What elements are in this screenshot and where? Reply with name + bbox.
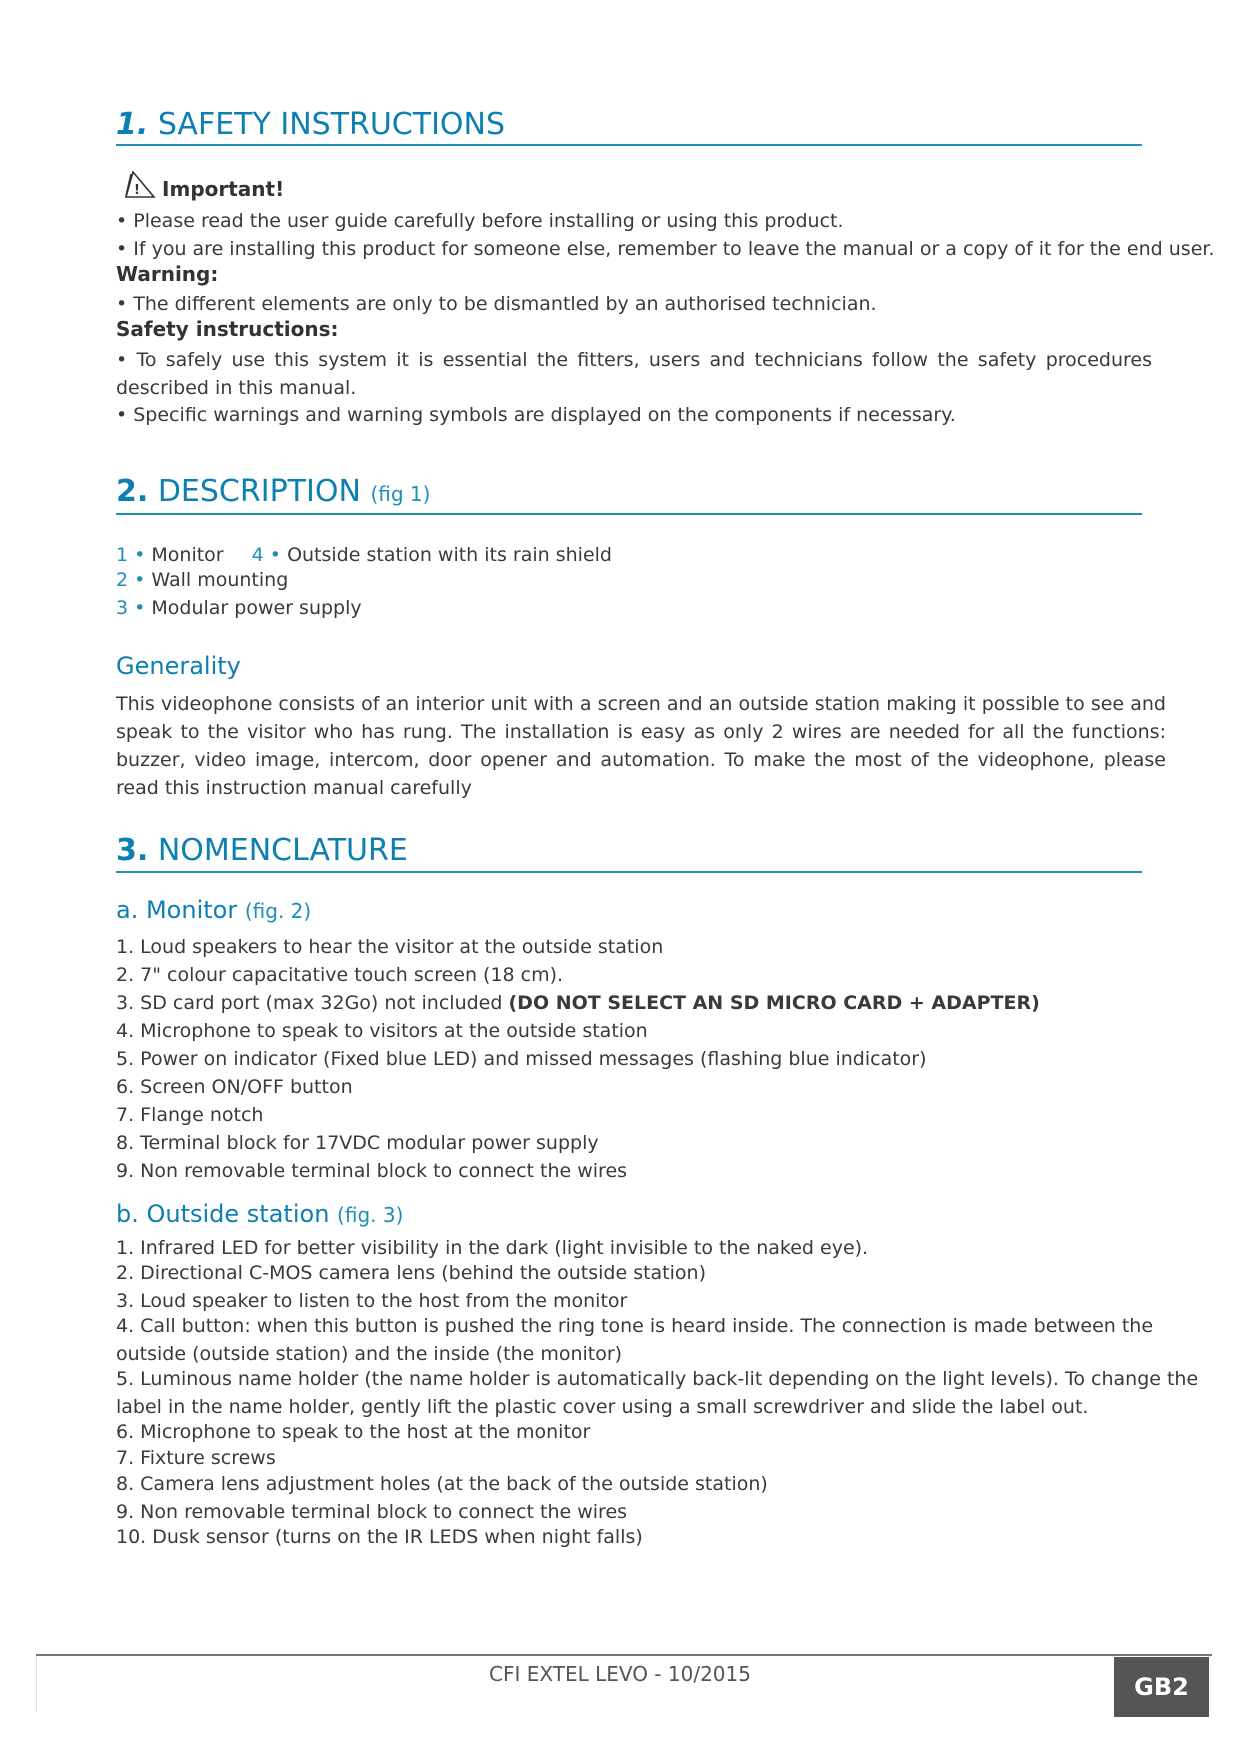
section-1-title: 1. SAFETY INSTRUCTIONS xyxy=(116,107,506,142)
outside-station-subtitle: b. Outside station (fig. 3) xyxy=(116,1200,404,1228)
outside-item-3: 3. Loud speaker to listen to the host from the monitor xyxy=(116,1290,628,1312)
monitor-item-7: 7. Flange notch xyxy=(116,1104,264,1126)
warning-label: Warning: xyxy=(116,262,219,286)
outside-item-8: 8. Camera lens adjustment holes (at the back of the outside station) xyxy=(116,1473,768,1495)
monitor-subtitle: a. Monitor (fig. 2) xyxy=(116,896,312,924)
footer-side-rule xyxy=(36,1656,37,1712)
section-1-header xyxy=(116,107,1142,146)
outside-item-1: 1. Infrared LED for better visibility in the dark (light invisible to the naked eye). xyxy=(116,1237,869,1259)
safety-item-2: • Specific warnings and warning symbols are displayed on the components if necessary. xyxy=(116,404,956,426)
outside-item-5: 5. Luminous name holder (the name holder is automatically back-lit depending on the light levels). To change the xyxy=(116,1368,1199,1390)
description-item-1: 1 • Monitor 4 • Outside station with its rain shield xyxy=(116,544,612,566)
footer-text: CFI EXTEL LEVO - 10/2015 xyxy=(489,1662,751,1686)
monitor-item-1: 1. Loud speakers to hear the visitor at the outside station xyxy=(116,936,664,958)
section-2-header xyxy=(116,474,1142,515)
outside-item-10: 10. Dusk sensor (turns on the IR LEDS when night falls) xyxy=(116,1526,643,1548)
description-item-2: 2 • Wall mounting xyxy=(116,569,289,591)
description-item-3: 3 • Modular power supply xyxy=(116,597,362,619)
monitor-item-3: 3. SD card port (max 32Go) not included (DO NOT SELECT AN SD MICRO CARD + ADAPTER) xyxy=(116,992,1040,1014)
important-heading: ! Important! xyxy=(124,170,284,202)
generality-text: This videophone consists of an interior unit with a screen and an outside station making it possible to see and speak to the visitor who has rung. The installation is easy as only 2 wires are needed for all the functions: buzzer, video image, intercom, door opener and automation. To make the most of the videophone, please read this instruction manual carefully xyxy=(116,693,1166,799)
page-number-badge: GB2 xyxy=(1114,1657,1209,1717)
outside-item-6: 6. Microphone to speak to the host at the monitor xyxy=(116,1421,591,1443)
outside-item-4-cont: outside (outside station) and the inside (the monitor) xyxy=(116,1343,623,1365)
safety-item-1: • To safely use this system it is essential the fitters, users and technicians follow the safety procedures described in this manual. xyxy=(116,349,1152,399)
monitor-item-9: 9. Non removable terminal block to connect the wires xyxy=(116,1160,628,1182)
generality-title: Generality xyxy=(116,652,241,680)
section-3-header xyxy=(116,833,1142,873)
important-item-1: • Please read the user guide carefully before installing or using this product. xyxy=(116,210,844,232)
safety-label: Safety instructions: xyxy=(116,317,339,341)
monitor-item-6: 6. Screen ON/OFF button xyxy=(116,1076,353,1098)
footer-rule xyxy=(36,1654,1212,1656)
monitor-item-4: 4. Microphone to speak to visitors at the outside station xyxy=(116,1020,648,1042)
svg-text:!: ! xyxy=(134,183,140,198)
section-2-title: 2. DESCRIPTION (fig 1) xyxy=(116,474,431,509)
section-3-title: 3. NOMENCLATURE xyxy=(116,833,408,868)
outside-item-9: 9. Non removable terminal block to connect the wires xyxy=(116,1501,628,1523)
monitor-item-5: 5. Power on indicator (Fixed blue LED) and missed messages (flashing blue indicator) xyxy=(116,1048,927,1070)
monitor-item-8: 8. Terminal block for 17VDC modular power supply xyxy=(116,1132,599,1154)
outside-item-2: 2. Directional C-MOS camera lens (behind the outside station) xyxy=(116,1262,706,1284)
outside-item-5-cont: label in the name holder, gently lift the plastic cover using a small screwdriver and slide the label out. xyxy=(116,1396,1089,1418)
warning-triangle-icon xyxy=(124,170,156,200)
important-item-2: • If you are installing this product for someone else, remember to leave the manual or a copy of it for the end user. xyxy=(116,238,1215,260)
monitor-item-2: 2. 7" colour capacitative touch screen (18 cm). xyxy=(116,964,564,986)
outside-item-7: 7. Fixture screws xyxy=(116,1447,276,1469)
warning-item-1: • The different elements are only to be dismantled by an authorised technician. xyxy=(116,293,877,315)
outside-item-4: 4. Call button: when this button is pushed the ring tone is heard inside. The connection is made between the xyxy=(116,1315,1154,1337)
